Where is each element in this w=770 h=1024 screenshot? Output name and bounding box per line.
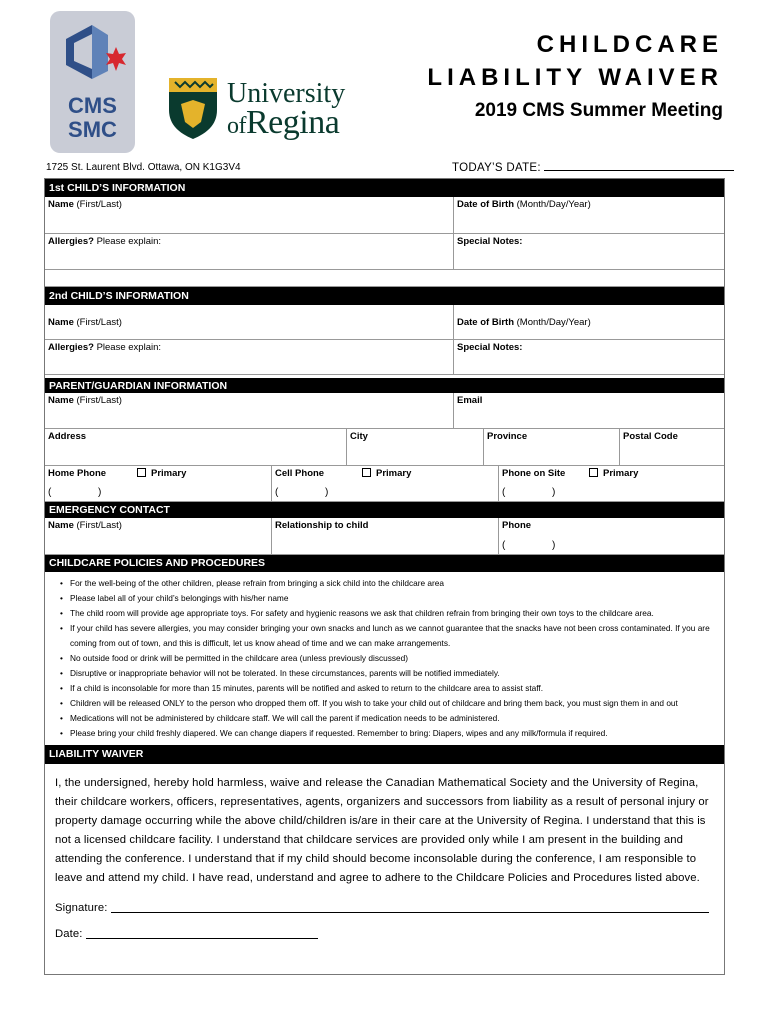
cms-logo-text: CMS	[68, 93, 117, 118]
phone-on-site-label: Phone on Site	[502, 468, 566, 479]
policy-item: • If your child has severe allergies, you may consider bringing your own snacks and lunch as we cannot guarantee that the snacks have not been cross contaminated. If you are coming from out of town, and this is difficult, let us know ahead of time and we can make arrangements.	[59, 621, 716, 651]
policy-item: • For the well-being of the other children, please refrain from bringing a sick child into the childcare area	[59, 576, 716, 591]
policy-item: • Please bring your child freshly diapered. We can change diapers if requested. Remember to bring: Diapers, wipes and any milk/formula if required.	[59, 726, 716, 741]
child1-row-2	[45, 234, 724, 270]
child2-allergies-field[interactable]: Allergies? Please explain:	[45, 340, 454, 374]
cell-phone-primary[interactable]: Primary	[362, 468, 411, 479]
emergency-relationship-field[interactable]: Relationship to child	[272, 518, 499, 554]
phone-on-site-area-code: ( )	[502, 487, 556, 498]
child1-notes-field[interactable]: Special Notes:	[457, 236, 523, 247]
of-regina-text: ofRegina	[227, 104, 340, 141]
waiver-form	[44, 178, 725, 975]
home-phone-field[interactable]	[45, 466, 272, 501]
guardian-row-2	[45, 429, 724, 466]
checkbox-icon[interactable]	[137, 468, 146, 477]
emergency-row	[45, 518, 724, 555]
policy-item: • Medications will not be administered by childcare staff. We will call the parent if medication needs to be administered.	[59, 711, 716, 726]
guardian-email-field[interactable]: Email	[457, 395, 483, 406]
policy-item: • If a child is inconsolable for more than 15 minutes, parents will be notified and asked to return to the childcare area to assist staff.	[59, 681, 716, 696]
title-line-1: CHILDCARE	[536, 31, 723, 58]
university-text: University	[227, 78, 346, 109]
policy-item: • Disruptive or inappropriate behavior will not be tolerated. In these circumstances, parents will be notified immediately.	[59, 666, 716, 681]
child2-notes-field[interactable]: Special Notes:	[457, 342, 523, 353]
home-phone-primary[interactable]: Primary	[137, 468, 186, 479]
child2-name-field[interactable]: Name (First/Last)	[45, 305, 454, 339]
title-line-2: LIABILITY WAIVER	[427, 64, 723, 91]
child2-row-2	[45, 340, 724, 375]
child2-dob-field[interactable]: Date of Birth (Month/Day/Year)	[457, 317, 591, 328]
emergency-phone-field[interactable]: Phone ( )	[499, 518, 724, 554]
phone-on-site-field[interactable]	[499, 466, 724, 501]
spacer	[45, 270, 724, 287]
smc-logo-text: SMC	[68, 117, 117, 142]
date-label: Date:	[55, 928, 83, 940]
guardian-row-3	[45, 466, 724, 502]
guardian-province-field[interactable]: Province	[484, 429, 620, 465]
todays-date-field[interactable]	[452, 161, 734, 174]
policy-item: • No outside food or drink will be permitted in the childcare area (unless previously discussed)	[59, 651, 716, 666]
date-field[interactable]	[55, 925, 318, 944]
signature-line[interactable]	[111, 901, 709, 913]
emergency-name-field[interactable]: Name (First/Last)	[45, 518, 272, 554]
cms-smc-logo	[50, 11, 135, 153]
guardian-city-field[interactable]: City	[347, 429, 484, 465]
cell-phone-field[interactable]	[272, 466, 499, 501]
child1-row-1	[45, 197, 724, 234]
guardian-postal-code-field[interactable]: Postal Code	[623, 431, 678, 442]
emergency-phone-area-code: ( )	[502, 540, 556, 551]
policy-item: • Please label all of your child’s belongings with his/her name	[59, 591, 716, 606]
signature-label: Signature:	[55, 902, 108, 914]
cell-phone-label: Cell Phone	[275, 468, 325, 479]
policy-item: • The child room will provide age appropriate toys. For safety and hygienic reasons we ask that children refrain from bringing their own toys to the childcare area.	[59, 606, 716, 621]
todays-date-line[interactable]	[544, 161, 734, 171]
child2-row-1	[45, 305, 724, 340]
document-title	[427, 28, 723, 94]
guardian-row-1	[45, 393, 724, 429]
waiver-text: I, the undersigned, hereby hold harmless, waive and release the Canadian Mathematical Society and the University of Regina, their childcare workers, officers, representatives, agents, organizers and successors from liability as a result of personal injury or property damage occurring while the above child/children is/are in their care at the University of Regina. I understand that this is not a licensed childcare facility. I understand that childcare services are provided only while I am present in the building and attending the conference. I understand that if my child should become inconsolable during the conference, I am responsible to leave and attend my child. I have read, understand and agree to adhere to the Childcare Policies and Procedures listed above.	[55, 777, 709, 884]
guardian-heading: PARENT/GUARDIAN INFORMATION	[45, 378, 724, 393]
child1-allergies-field[interactable]: Allergies? Please explain:	[45, 234, 454, 269]
cell-phone-area-code: ( )	[275, 487, 329, 498]
regina-crest-icon	[167, 76, 219, 140]
todays-date-label: TODAY’S DATE:	[452, 162, 541, 174]
child1-name-field[interactable]: Name (First/Last)	[45, 197, 454, 233]
child1-dob-field[interactable]: Date of Birth (Month/Day/Year)	[457, 199, 591, 210]
waiver-heading: LIABILITY WAIVER	[45, 745, 724, 764]
home-phone-area-code: ( )	[48, 487, 102, 498]
document-subtitle: 2019 CMS Summer Meeting	[474, 100, 723, 121]
guardian-address-field[interactable]: Address	[45, 429, 347, 465]
university-of-regina-logo	[167, 74, 362, 142]
policies-list	[45, 572, 724, 745]
checkbox-icon[interactable]	[362, 468, 371, 477]
signature-field[interactable]	[55, 899, 709, 918]
home-phone-label: Home Phone	[48, 468, 107, 479]
child1-heading: 1st CHILD’S INFORMATION	[45, 179, 724, 197]
policy-item: • Children will be released ONLY to the person who dropped them off. If you wish to take your child out of childcare and bring them back, you must sign them in and out	[59, 696, 716, 711]
cms-emblem-icon	[56, 21, 128, 101]
guardian-name-field[interactable]: Name (First/Last)	[45, 393, 454, 428]
checkbox-icon[interactable]	[589, 468, 598, 477]
policies-heading: CHILDCARE POLICIES AND PROCEDURES	[45, 555, 724, 572]
phone-on-site-primary[interactable]: Primary	[589, 468, 638, 479]
waiver-section	[45, 764, 724, 974]
address-text: 1725 St. Laurent Blvd. Ottawa, ON K1G3V4	[46, 162, 241, 173]
date-line[interactable]	[86, 927, 318, 939]
emergency-heading: EMERGENCY CONTACT	[45, 502, 724, 518]
child2-heading: 2nd CHILD’S INFORMATION	[45, 287, 724, 305]
